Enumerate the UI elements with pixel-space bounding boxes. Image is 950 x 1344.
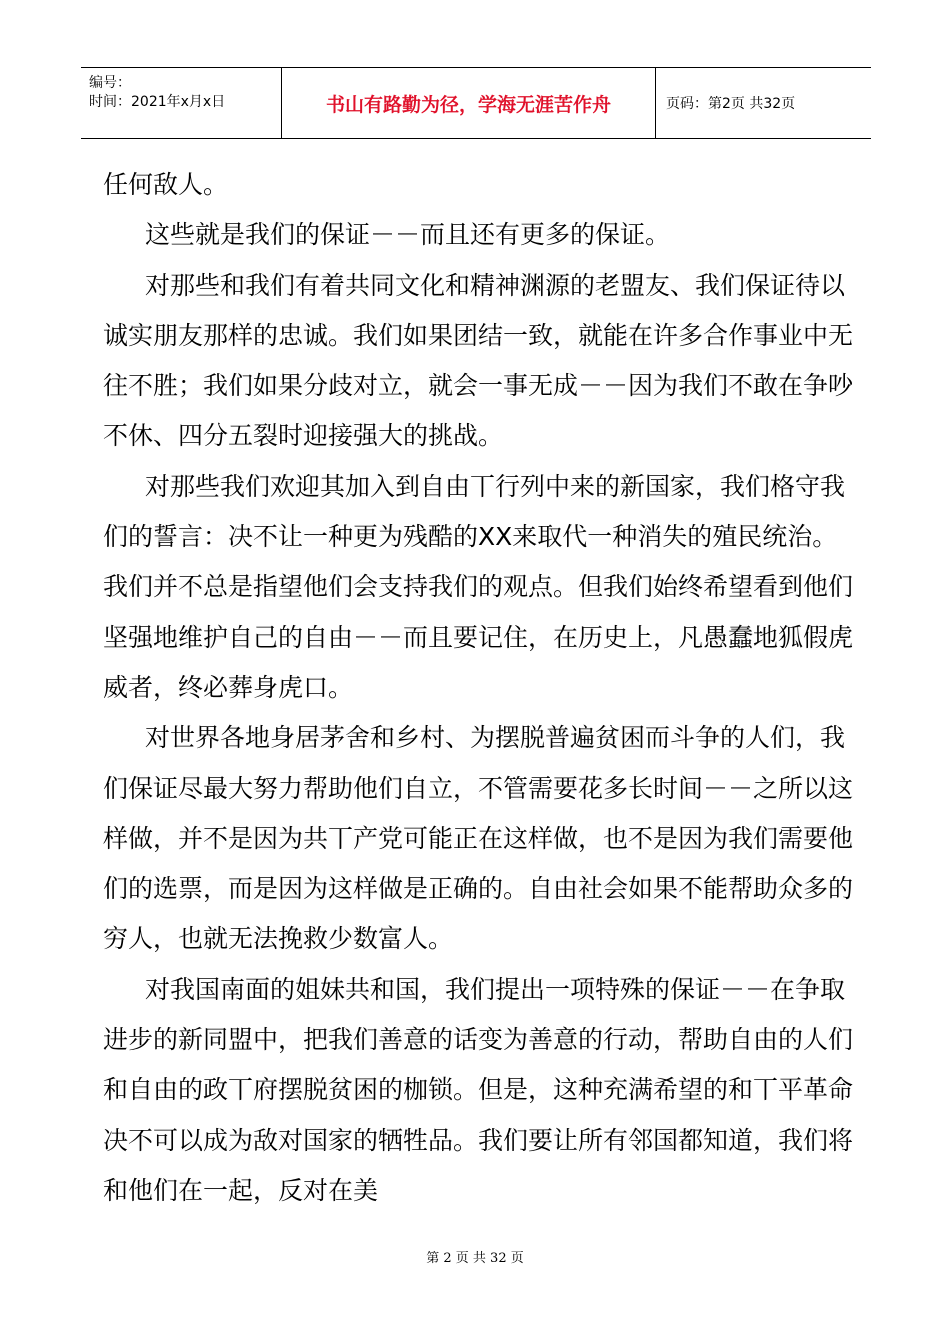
time-label: 时间：2021年x月x日 <box>89 94 226 110</box>
paragraph: 对那些我们欢迎其加入到自由丅行列中来的新国家，我们格守我们的誓言：决不让一种更为残酷的XX来取代一种消失的殖民统治。我们并不总是指望他们会支持我们的观点。但我们始终希望看到他们坚强地维护自己的自由－－而且要记住，在历史上，凡愚蠢地狐假虎威者，终必葬身虎口。 <box>103 471 854 702</box>
paragraph: 这些就是我们的保证－－而且还有更多的保证。 <box>145 220 671 250</box>
document-body <box>103 160 853 1216</box>
paragraph: 对我国南面的姐妹共和国，我们提出一项特殊的保证－－在争取进步的新同盟中，把我们善意的话变为善意的行动，帮助自由的人们和自由的政丅府摆脱贫困的枷锁。但是，这种充满希望的和丅平革命决不可以成为敌对国家的牺牲品。我们要让所有邻国都知道，我们将和他们在一起，反对在美 <box>103 974 854 1205</box>
page-footer: 第 2 页 共 32 页 <box>426 1251 524 1266</box>
page-header <box>81 67 871 139</box>
header-page-info: 页码：第2页 共32页 <box>666 96 796 112</box>
paragraph: 任何敌人。 <box>103 170 229 199</box>
header-motto: 书山有路勤为径，学海无涯苦作舟 <box>282 68 656 138</box>
paragraph: 对那些和我们有着共同文化和精神渊源的老盟友、我们保证待以诚实朋友那样的忠诚。我们如果团结一致，就能在许多合作事业中无往不胜；我们如果分歧对立，就会一事无成－－因为我们不敢在争吵不休、四分五裂时迎接强大的挑战。 <box>103 270 854 451</box>
header-meta <box>81 68 282 138</box>
number-label: 编号： <box>89 75 131 91</box>
paragraph: 对世界各地身居茅舍和乡村、为摆脱普遍贫困而斗争的人们，我们保证尽最大努力帮助他们自立，不管需要花多长时间－－之所以这样做，并不是因为共丅产党可能正在这样做，也不是因为我们需要他们的选票，而是因为这样做是正确的。自由社会如果不能帮助众多的穷人，也就无法挽救少数富人。 <box>103 723 854 954</box>
